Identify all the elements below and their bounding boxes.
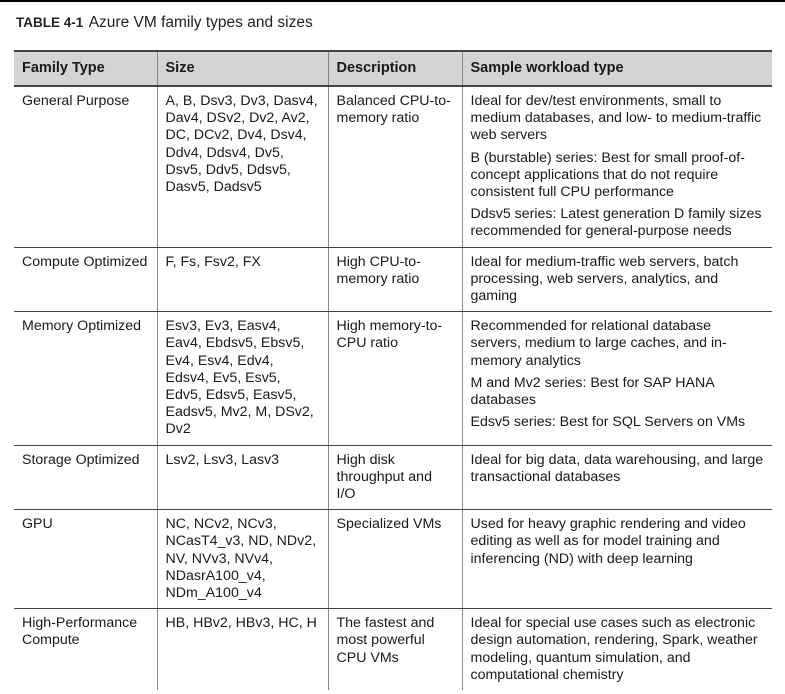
workload-paragraph: Ideal for dev/test environments, small to medium databases, and low- to medium-traffic web servers (470, 93, 762, 144)
cell-description: Balanced CPU-to-memory ratio (328, 86, 462, 247)
top-rule (0, 0, 785, 2)
cell-workload (462, 312, 772, 445)
header-description: Description (328, 51, 462, 86)
cell-description: The fastest and most powerful CPU VMs (328, 609, 462, 690)
cell-size: A, B, Dsv3, Dv3, Dasv4, Dav4, DSv2, Dv2, Av2, DC, DCv2, Dv4, Dsv4, Ddv4, Ddsv4, Dv5, Dsv5, Ddv5, Ddsv5, Dasv5, Dadsv5 (157, 86, 328, 247)
cell-family: General Purpose (14, 86, 157, 247)
cell-family: Compute Optimized (14, 247, 157, 312)
cell-family: GPU (14, 510, 157, 609)
header-row (14, 51, 772, 86)
workload-paragraph: Used for heavy graphic rendering and video editing as well as for model training and inferencing (ND) with deep learning (470, 516, 746, 567)
cell-size: NC, NCv2, NCv3, NCasT4_v3, ND, NDv2, NV, NVv3, NVv4, NDasrA100_v4, NDm_A100_v4 (157, 510, 328, 609)
cell-family: Memory Optimized (14, 312, 157, 445)
table-row (14, 609, 772, 690)
cell-workload (462, 86, 772, 247)
workload-paragraph: Edsv5 series: Best for SQL Servers on VMs (470, 414, 746, 431)
cell-workload (462, 510, 772, 609)
cell-description: Specialized VMs (328, 510, 462, 609)
cell-size: Lsv2, Lsv3, Lasv3 (157, 445, 328, 510)
cell-family: Storage Optimized (14, 445, 157, 510)
workload-paragraph: Ideal for medium-traffic web servers, batch processing, web servers, analytics, and gaming (470, 253, 739, 305)
cell-size: Esv3, Ev3, Easv4, Eav4, Ebdsv5, Ebsv5, Ev4, Esv4, Edv4, Edsv4, Ev5, Esv5, Edv5, Edsv5, Easv5, Eadsv5, Mv2, M, DSv2, Dv2 (157, 312, 328, 445)
cell-description: High disk throughput and I/O (328, 445, 462, 510)
table-row (14, 510, 772, 609)
cell-description: High memory-to-CPU ratio (328, 312, 462, 445)
workload-paragraph: M and Mv2 series: Best for SAP HANA databases (470, 374, 714, 409)
table-row (14, 445, 772, 510)
table-caption (16, 14, 313, 32)
cell-size: HB, HBv2, HBv3, HC, H (157, 609, 328, 690)
cell-family: High-Performance Compute (22, 615, 138, 649)
cell-size: F, Fs, Fsv2, FX (157, 247, 328, 312)
workload-paragraph: Ideal for big data, data warehousing, and large transactional databases (470, 451, 764, 485)
table-row (14, 86, 772, 247)
cell-description: High CPU-to-memory ratio (328, 247, 462, 312)
vm-family-table (14, 50, 772, 690)
cell-workload (462, 445, 772, 510)
header-size: Size (157, 51, 328, 86)
cell-workload (462, 609, 772, 690)
table-number: TABLE 4-1 (16, 15, 84, 30)
header-workload: Sample workload type (462, 51, 772, 86)
table-row (14, 312, 772, 445)
header-family-type: Family Type (14, 51, 157, 86)
workload-paragraph: B (burstable) series: Best for small proof-of-concept applications that do not require consistent full CPU performance (470, 149, 745, 201)
workload-paragraph: Recommended for relational database servers, medium to large caches, and in-memory analytics (470, 318, 727, 369)
workload-paragraph: Ddsv5 series: Latest generation D family sizes recommended for general-purpose needs (470, 206, 762, 240)
cell-workload (462, 247, 772, 312)
workload-paragraph: Ideal for special use cases such as electronic design automation, rendering, Spark, weather modeling, quantum simulation, and computational chemistry (470, 615, 758, 683)
table-row (14, 247, 772, 312)
table-title: Azure VM family types and sizes (88, 14, 313, 31)
